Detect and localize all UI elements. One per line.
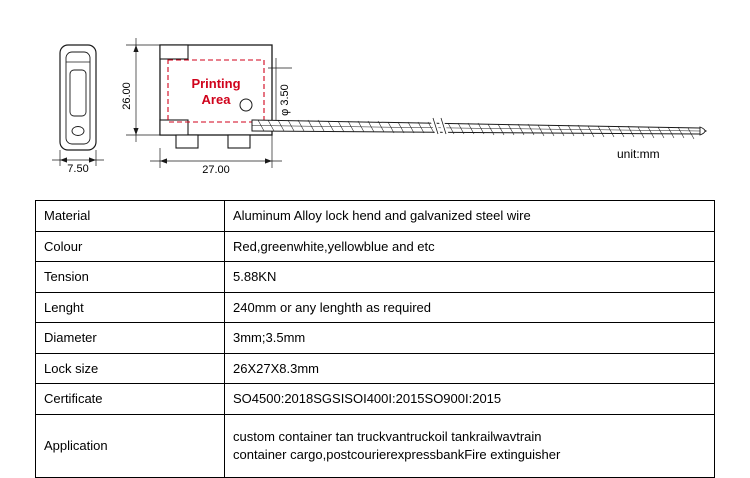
dimension-side-width	[52, 150, 104, 175]
printing-area-label-line1: Printing	[191, 76, 241, 91]
row-label: Diameter	[36, 323, 225, 354]
row-value: 240mm or any lenghth as required	[225, 292, 715, 323]
technical-drawing	[0, 0, 750, 190]
row-value: SO4500:2018SGSISOI400I:2015SO900I:2015	[225, 384, 715, 415]
table-row	[36, 231, 715, 262]
application-line-1: custom container tan truckvantruckoil tankrailwavtrain	[233, 429, 542, 445]
dimension-wire-diameter-text: φ 3.50	[279, 84, 291, 116]
row-label: Certificate	[36, 384, 225, 415]
row-label: Material	[36, 201, 225, 232]
table-row-application	[36, 414, 715, 477]
row-label: Application	[36, 414, 225, 477]
dimension-width-text: 27.00	[202, 164, 230, 176]
table-row	[36, 323, 715, 354]
row-value	[225, 414, 715, 477]
row-label: Tension	[36, 262, 225, 293]
dimension-width	[150, 135, 282, 176]
row-value: Aluminum Alloy lock hend and galvanized steel wire	[225, 201, 715, 232]
row-value: 26X27X8.3mm	[225, 353, 715, 384]
specification-table	[35, 200, 715, 478]
row-value: Red,greenwhite,yellowblue and etc	[225, 231, 715, 262]
dimension-height-text: 26.00	[121, 82, 133, 110]
table-row	[36, 353, 715, 384]
unit-label: unit:mm	[617, 147, 660, 161]
row-value: 3mm;3.5mm	[225, 323, 715, 354]
row-label: Colour	[36, 231, 225, 262]
steel-cable	[252, 118, 706, 139]
printing-area-label-line2: Area	[201, 92, 231, 107]
table-row	[36, 262, 715, 293]
side-view-body	[60, 45, 96, 150]
dimension-side-width-text: 7.50	[67, 163, 89, 175]
dimension-height	[121, 38, 160, 142]
row-label: Lock size	[36, 353, 225, 384]
table-row	[36, 384, 715, 415]
table-row	[36, 201, 715, 232]
application-line-2: container cargo,postcourierexpressbankFire extinguisher	[233, 446, 561, 462]
row-label: Lenght	[36, 292, 225, 323]
table-row	[36, 292, 715, 323]
row-value: 5.88KN	[225, 262, 715, 293]
